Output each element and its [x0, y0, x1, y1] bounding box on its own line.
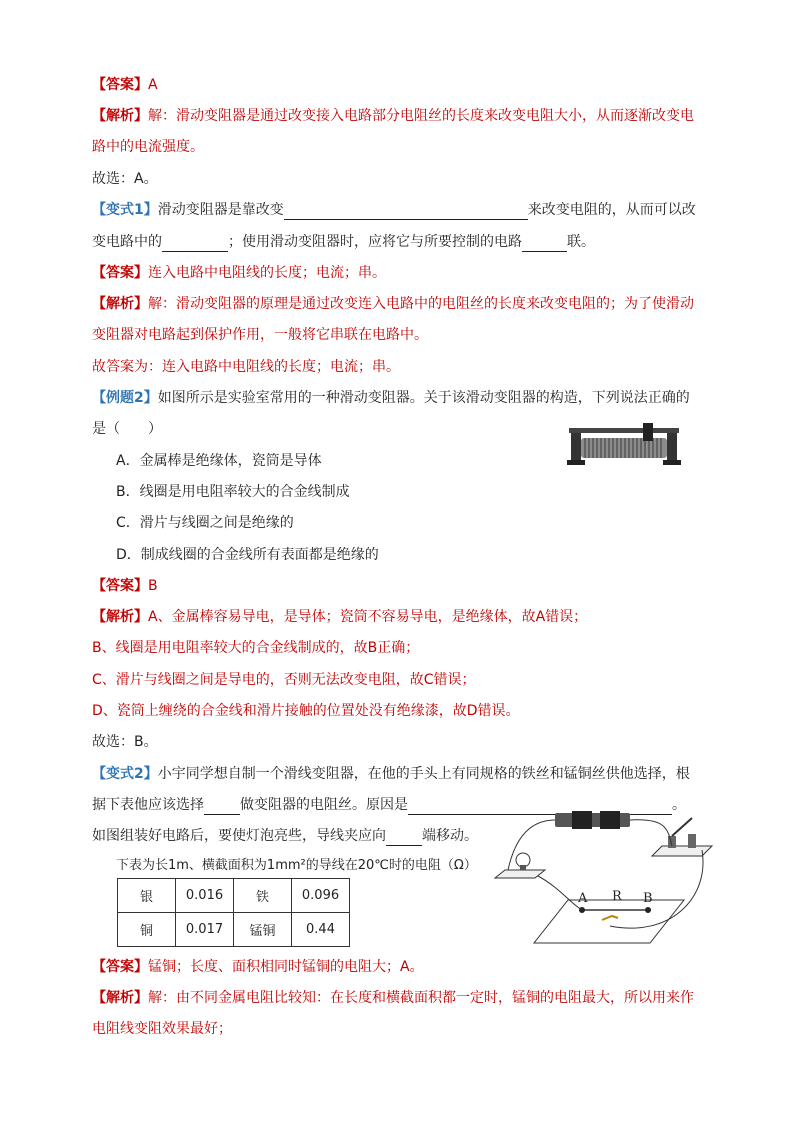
resistance-table — [117, 878, 350, 947]
option-c: C．滑片与线圈之间是绝缘的 — [116, 515, 294, 531]
variant2-text-d: 如图组装好电路后，要使灯泡亮些，导线夹应向 — [92, 828, 386, 844]
example2-choice: 故选：B。 — [92, 734, 158, 750]
variant2-text-c: 。 — [672, 797, 686, 813]
option-a: A．金属棒是绝缘体，瓷筒是导体 — [116, 453, 322, 469]
circuit-diagram — [490, 808, 720, 958]
analysis-tag: 【解析】 — [92, 108, 148, 124]
variant1-answer: 连入电路中电阻线的长度；电流；串。 — [148, 265, 386, 281]
table-cell: 锰铜 — [234, 913, 292, 947]
table-cell: 铁 — [234, 879, 292, 913]
variant1-answer-line — [92, 263, 386, 283]
table-row — [118, 879, 350, 913]
table-cell: 0.017 — [176, 913, 234, 947]
variant2-text-b: 做变阻器的电阻丝。原因是 — [240, 797, 408, 813]
variant1-text-c: 变电路中的 — [92, 234, 162, 250]
table-cell: 0.016 — [176, 879, 234, 913]
fill-blank-6[interactable] — [386, 829, 422, 846]
table-cell: 铜 — [118, 913, 176, 947]
variant2-analysis-line — [92, 988, 694, 1008]
analysis-tag: 【解析】 — [92, 296, 148, 312]
option-d: D．制成线圈的合金线所有表面都是绝缘的 — [116, 547, 379, 563]
table-caption: 下表为长1m、横截面积为1mm²的导线在20℃时的电阻（Ω） — [116, 858, 477, 873]
answer-tag: 【答案】 — [92, 265, 148, 281]
variant1-analysis-cont: 变阻器对电路起到保护作用，一般将它串联在电路中。 — [92, 327, 428, 343]
fill-blank-3[interactable] — [522, 235, 567, 252]
example2-answer-line — [92, 576, 158, 596]
fill-blank-2[interactable] — [162, 235, 228, 252]
example2-stem: 如图所示是实验室常用的一种滑动变阻器。关于该滑动变阻器的构造，下列说法正确的 — [157, 390, 690, 406]
table-cell: 0.44 — [292, 913, 350, 947]
analysis-tag: 【解析】 — [92, 990, 148, 1006]
analysis-text-cont: 路中的电流强度。 — [92, 139, 204, 155]
example2-analysis-1: A、金属棒容易导电，是导体；瓷筒不容易导电，是绝缘体，故A错误； — [148, 609, 588, 625]
example2-analysis-4: D、瓷筒上缠绕的合金线和滑片接触的位置处没有绝缘漆，故D错误。 — [92, 703, 520, 719]
answer-tag: 【答案】 — [92, 578, 148, 594]
table-cell: 0.096 — [292, 879, 350, 913]
analysis-line-1 — [92, 106, 694, 126]
variant2-analysis-cont: 电阻线变阻效果最好； — [92, 1021, 232, 1037]
example2-analysis-2: B、线圈是用电阻率较大的合金线制成的，故B正确； — [92, 640, 420, 656]
resistor-r-label: R — [612, 889, 622, 904]
variant1-text-d: ；使用滑动变阻器时，应将它与所要控制的电路 — [228, 234, 522, 250]
example2-tag: 【例题2】 — [92, 390, 158, 406]
rheostat-image — [567, 420, 682, 468]
variant2-answer-line — [92, 957, 424, 977]
variant2-text: 小宇同学想自制一个滑线变阻器，在他的手头上有同规格的铁丝和锰铜丝供他选择，根 — [157, 766, 690, 782]
table-cell: 银 — [118, 879, 176, 913]
variant1-text-e: 联。 — [567, 234, 595, 250]
terminal-a-label: A — [578, 891, 588, 906]
table-row — [118, 913, 350, 947]
variant1-tag: 【变式1】 — [92, 202, 158, 218]
option-b: B．线圈是用电阻率较大的合金线制成 — [116, 484, 350, 500]
analysis-text: 解：滑动变阻器是通过改变接入电路部分电阻丝的长度来改变电阻大小，从而逐渐改变电 — [148, 108, 694, 124]
analysis-tag: 【解析】 — [92, 609, 148, 625]
variant1-line-2 — [92, 232, 595, 252]
variant1-text-b: 来改变电阻的，从而可以改 — [527, 202, 696, 218]
answer-line-1 — [92, 75, 158, 95]
variant2-text-a: 据下表他应该选择 — [92, 797, 204, 813]
fill-blank-1[interactable] — [284, 203, 528, 220]
variant2-analysis: 解：由不同金属电阻比较知：在长度和横截面积都一定时，锰铜的电阻最大，所以用来作 — [148, 990, 694, 1006]
fill-blank-4[interactable] — [204, 798, 240, 815]
variant1-analysis: 解：滑动变阻器的原理是通过改变连入电路中的电阻丝的长度来改变电阻的；为了使滑动 — [148, 296, 694, 312]
answer-tag: 【答案】 — [92, 77, 148, 93]
variant2-answer: 锰铜；长度、面积相同时锰铜的电阻大；A。 — [148, 959, 424, 975]
answer-tag: 【答案】 — [92, 959, 148, 975]
terminal-b-label: B — [643, 891, 653, 906]
variant1-text-a: 滑动变阻器是靠改变 — [157, 202, 284, 218]
example2-analysis-line — [92, 607, 587, 627]
example2-analysis-3: C、滑片与线圈之间是导电的，否则无法改变电阻，故C错误； — [92, 672, 476, 688]
variant2-line-1 — [92, 764, 690, 784]
choice-text: 故选：A。 — [92, 171, 158, 187]
variant2-tag: 【变式2】 — [92, 766, 158, 782]
variant2-text-e: 端移动。 — [422, 828, 478, 844]
example2-line-1 — [92, 388, 690, 408]
variant2-line-3 — [92, 826, 478, 846]
answer-value: A — [148, 77, 158, 93]
example2-answer: B — [148, 578, 158, 594]
variant1-line-1 — [92, 200, 696, 220]
variant1-final: 故答案为：连入电路中电阻线的长度；电流；串。 — [92, 359, 400, 375]
variant1-analysis-line — [92, 294, 694, 314]
example2-stem-cont: 是（ ） — [92, 421, 162, 437]
